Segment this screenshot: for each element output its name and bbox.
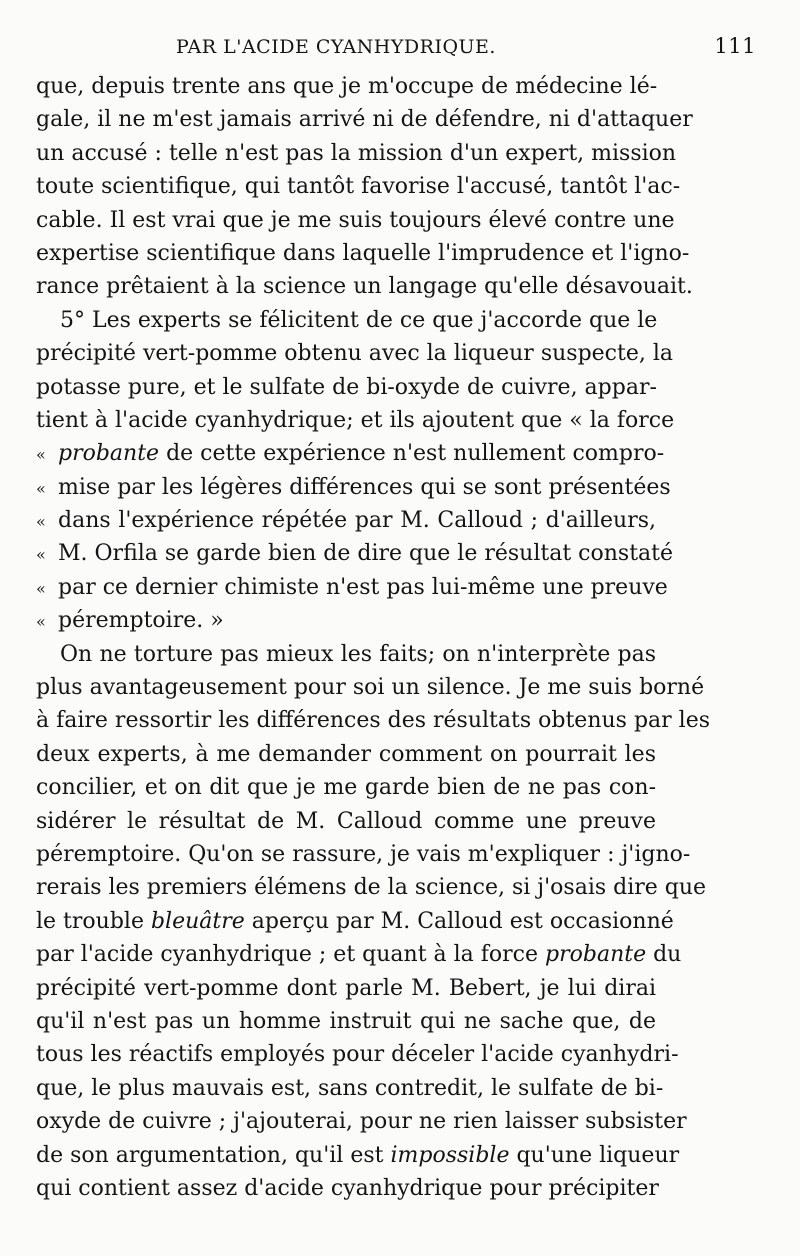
text-line: toute scientifique, qui tantôt favorise l'accusé, tantôt l'ac- — [36, 174, 681, 200]
text-line: que, le plus mauvais est, sans contredit, le sulfate de bi- — [36, 1075, 664, 1101]
text-line: oxyde de cuivre ; j'ajouterai, pour ne rien laisser subsister — [36, 1109, 687, 1135]
text-line: 5° Les experts se félicitent de ce que j'accorde que le — [60, 307, 658, 333]
text-line: à faire ressortir les différences des résultats obtenus par les — [36, 708, 710, 734]
quote-mark: « — [36, 512, 46, 532]
text-line: sidérer le résultat de M. Calloud comme une preuve — [36, 808, 656, 834]
text-line: péremptoire. Qu'on se rassure, je vais m'expliquer : j'igno- — [36, 841, 691, 867]
text-line — [36, 571, 668, 604]
text-segment: par ce dernier chimiste n'est pas lui-même une preuve — [58, 574, 668, 600]
text-line — [36, 938, 682, 971]
text-segment: de son argumentation, qu'il est — [36, 1142, 391, 1168]
text-line: qui contient assez d'acide cyanhydrique pour précipiter — [36, 1175, 659, 1201]
text-segment: le trouble — [36, 908, 151, 934]
text-line — [36, 504, 656, 537]
text-line: potasse pure, et le sulfate de bi-oxyde de cuivre, appar- — [36, 374, 657, 400]
text-line: rance prêtaient à la science un langage qu'elle désavouait. — [36, 274, 693, 300]
italic-word: probante — [545, 942, 647, 968]
text-line: précipité vert-pomme dont parle M. Bebert, je lui dirai — [36, 975, 656, 1001]
text-line: tous les réactifs employés pour déceler l'acide cyanhydri- — [36, 1042, 679, 1068]
text-line: On ne torture pas mieux les faits; on n'interprète pas — [60, 641, 656, 667]
text-line — [36, 471, 671, 504]
text-line — [36, 1139, 680, 1172]
text-segment: du — [646, 942, 682, 968]
text-segment: qu'une liqueur — [509, 1142, 680, 1168]
text-line: gale, il ne m'est jamais arrivé ni de défendre, ni d'attaquer — [36, 107, 693, 133]
text-segment: M. Orfila se garde bien de dire que le résultat constaté — [58, 541, 674, 567]
quote-mark: « — [36, 478, 46, 498]
text-line: que, depuis trente ans que je m'occupe de médecine lé- — [36, 74, 658, 99]
running-header — [38, 34, 756, 64]
text-line — [36, 537, 674, 570]
text-segment: péremptoire. » — [58, 608, 224, 634]
text-line — [36, 905, 674, 938]
text-segment: par l'acide cyanhydrique ; et quant à la force — [36, 942, 546, 968]
quote-mark: « — [36, 445, 46, 465]
italic-word: bleuâtre — [150, 908, 245, 934]
text-segment: de cette expérience n'est nullement compro- — [159, 441, 665, 467]
quote-mark: « — [36, 612, 46, 632]
text-line — [36, 437, 665, 470]
text-line: cable. Il est vrai que je me suis toujours élevé contre une — [36, 207, 675, 233]
body-text — [36, 70, 710, 1205]
quote-mark: « — [36, 545, 46, 565]
italic-word: impossible — [390, 1142, 510, 1168]
text-segment: aperçu par M. Calloud est occasionné — [244, 908, 674, 934]
running-title: PAR L'ACIDE CYANHYDRIQUE. — [176, 36, 496, 58]
italic-word: probante — [58, 441, 160, 467]
text-line: qu'il n'est pas un homme instruit qui ne sache que, de — [36, 1008, 656, 1034]
text-line: deux experts, à me demander comment on pourrait les — [36, 741, 656, 767]
text-line: rerais les premiers élémens de la science, si j'osais dire que — [36, 875, 707, 901]
text-segment: mise par les légères différences qui se sont présentées — [58, 474, 671, 500]
text-line: concilier, et on dit que je me garde bien de ne pas con- — [36, 775, 656, 801]
text-line: un accusé : telle n'est pas la mission d'un expert, mission — [36, 140, 677, 166]
text-line: précipité vert-pomme obtenu avec la liqueur suspecte, la — [36, 341, 673, 367]
text-line: expertise scientifique dans laquelle l'imprudence et l'igno- — [36, 240, 690, 266]
quote-mark: « — [36, 578, 46, 598]
page-number: 111 — [714, 34, 756, 58]
text-line: tient à l'acide cyanhydrique; et ils ajoutent que « la force — [36, 407, 675, 433]
text-line: plus avantageusement pour soi un silence. Je me suis borné — [36, 675, 705, 701]
text-line — [36, 604, 656, 637]
text-segment: dans l'expérience répétée par M. Calloud ; d'ailleurs, — [58, 508, 656, 534]
